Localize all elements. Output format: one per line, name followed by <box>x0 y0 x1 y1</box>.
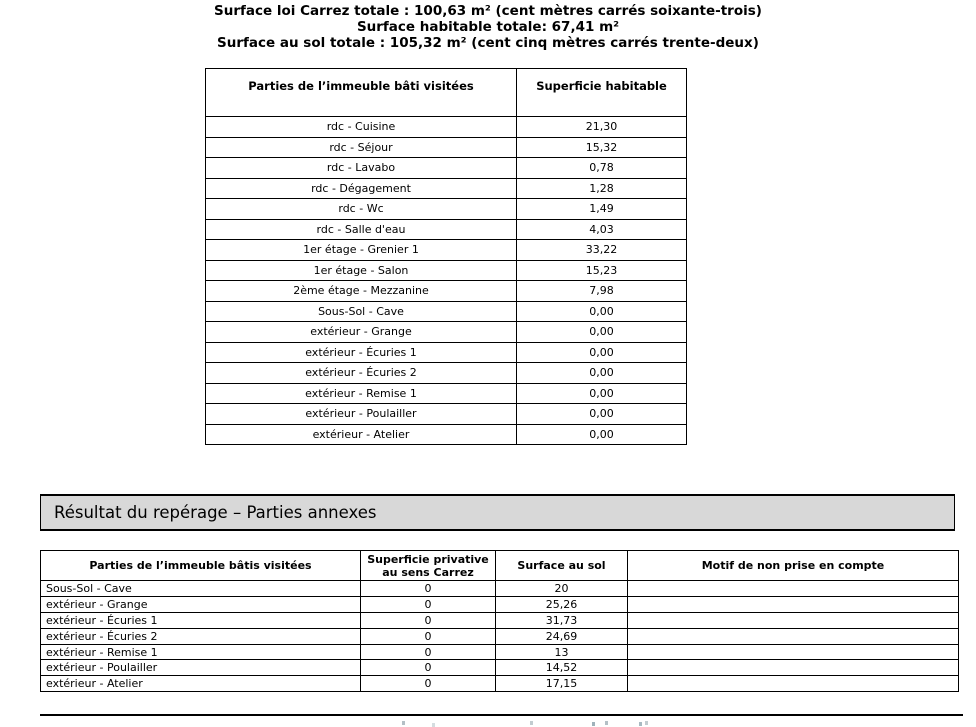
cell-part: extérieur - Écuries 1 <box>206 342 517 363</box>
cell-part: extérieur - Grange <box>41 596 361 612</box>
cell-carrez: 0 <box>361 612 496 628</box>
cell-value: 4,03 <box>517 219 687 240</box>
cell-part: Sous-Sol - Cave <box>206 301 517 322</box>
cell-floor: 20 <box>496 581 628 597</box>
cell-motif <box>628 660 959 676</box>
table-row <box>206 158 687 179</box>
table-row <box>206 322 687 343</box>
cell-motif <box>628 628 959 644</box>
clipped-footer-text-remnant <box>402 721 405 725</box>
cell-floor: 25,26 <box>496 596 628 612</box>
cell-value: 7,98 <box>517 281 687 302</box>
cell-value: 0,00 <box>517 363 687 384</box>
cell-value: 33,22 <box>517 240 687 261</box>
cell-motif <box>628 676 959 692</box>
table-row <box>41 660 959 676</box>
total-carrez-line: Surface loi Carrez totale : 100,63 m² (cent mètres carrés soixante-trois) <box>214 3 762 19</box>
cell-value: 0,00 <box>517 424 687 445</box>
cell-value: 15,32 <box>517 137 687 158</box>
cell-part: extérieur - Poulailler <box>41 660 361 676</box>
cell-value: 0,00 <box>517 383 687 404</box>
table-row <box>41 628 959 644</box>
col-header-parts: Parties de l’immeuble bâti visitées <box>206 69 517 117</box>
cell-part: extérieur - Écuries 1 <box>41 612 361 628</box>
cell-carrez: 0 <box>361 581 496 597</box>
cell-value: 15,23 <box>517 260 687 281</box>
table-row <box>206 281 687 302</box>
cell-part: rdc - Wc <box>206 199 517 220</box>
table-row <box>206 219 687 240</box>
cell-value: 1,49 <box>517 199 687 220</box>
table-header-row <box>206 69 687 117</box>
cell-floor: 14,52 <box>496 660 628 676</box>
table-row <box>206 117 687 138</box>
cell-part: 1er étage - Grenier 1 <box>206 240 517 261</box>
cell-part: Sous-Sol - Cave <box>41 581 361 597</box>
cell-part: extérieur - Remise 1 <box>206 383 517 404</box>
table-row <box>41 644 959 660</box>
col-header-floor: Surface au sol <box>496 551 628 581</box>
table-row <box>206 404 687 425</box>
table-row <box>41 596 959 612</box>
cell-floor: 17,15 <box>496 676 628 692</box>
annexes-table <box>40 550 959 692</box>
table-row <box>206 363 687 384</box>
cell-motif <box>628 644 959 660</box>
section-title: Résultat du repérage – Parties annexes <box>54 503 377 522</box>
table-row <box>206 240 687 261</box>
col-header-carrez: Superficie privative au sens Carrez <box>361 551 496 581</box>
habitable-surface-table <box>205 68 687 445</box>
cell-floor: 13 <box>496 644 628 660</box>
cell-value: 0,78 <box>517 158 687 179</box>
cell-carrez: 0 <box>361 628 496 644</box>
cell-floor: 24,69 <box>496 628 628 644</box>
total-floor-line: Surface au sol totale : 105,32 m² (cent cinq mètres carrés trente-deux) <box>217 35 759 51</box>
table-row <box>206 199 687 220</box>
col-header-habitable: Superficie habitable <box>517 69 687 117</box>
table-row <box>206 178 687 199</box>
cell-value: 0,00 <box>517 322 687 343</box>
table-row <box>206 301 687 322</box>
totals-heading <box>0 3 976 51</box>
cell-part: extérieur - Poulailler <box>206 404 517 425</box>
table-row <box>206 137 687 158</box>
cell-part: extérieur - Remise 1 <box>41 644 361 660</box>
cell-carrez: 0 <box>361 596 496 612</box>
table-row <box>41 612 959 628</box>
col-header-motif: Motif de non prise en compte <box>628 551 959 581</box>
table-row <box>41 676 959 692</box>
cell-part: rdc - Séjour <box>206 137 517 158</box>
cell-part: rdc - Dégagement <box>206 178 517 199</box>
cell-value: 1,28 <box>517 178 687 199</box>
table-row <box>206 342 687 363</box>
table-header-row <box>41 551 959 581</box>
cell-part: extérieur - Écuries 2 <box>206 363 517 384</box>
total-habitable-line: Surface habitable totale: 67,41 m² <box>356 19 620 35</box>
cell-part: extérieur - Atelier <box>41 676 361 692</box>
cell-value: 0,00 <box>517 404 687 425</box>
cell-value: 21,30 <box>517 117 687 138</box>
cell-value: 0,00 <box>517 342 687 363</box>
cell-motif <box>628 612 959 628</box>
cell-motif <box>628 596 959 612</box>
col-header-parts: Parties de l’immeuble bâtis visitées <box>41 551 361 581</box>
cell-floor: 31,73 <box>496 612 628 628</box>
table-row <box>206 260 687 281</box>
cell-part: extérieur - Atelier <box>206 424 517 445</box>
cell-carrez: 0 <box>361 660 496 676</box>
cell-value: 0,00 <box>517 301 687 322</box>
section-title-bar <box>40 494 955 531</box>
cell-part: rdc - Salle d'eau <box>206 219 517 240</box>
cell-carrez: 0 <box>361 676 496 692</box>
table-row <box>206 383 687 404</box>
cell-part: extérieur - Grange <box>206 322 517 343</box>
footer-divider-rule <box>40 714 963 716</box>
cell-motif <box>628 581 959 597</box>
cell-part: rdc - Cuisine <box>206 117 517 138</box>
cell-part: 2ème étage - Mezzanine <box>206 281 517 302</box>
cell-carrez: 0 <box>361 644 496 660</box>
cell-part: rdc - Lavabo <box>206 158 517 179</box>
cell-part: extérieur - Écuries 2 <box>41 628 361 644</box>
table-row <box>41 581 959 597</box>
table-row <box>206 424 687 445</box>
cell-part: 1er étage - Salon <box>206 260 517 281</box>
